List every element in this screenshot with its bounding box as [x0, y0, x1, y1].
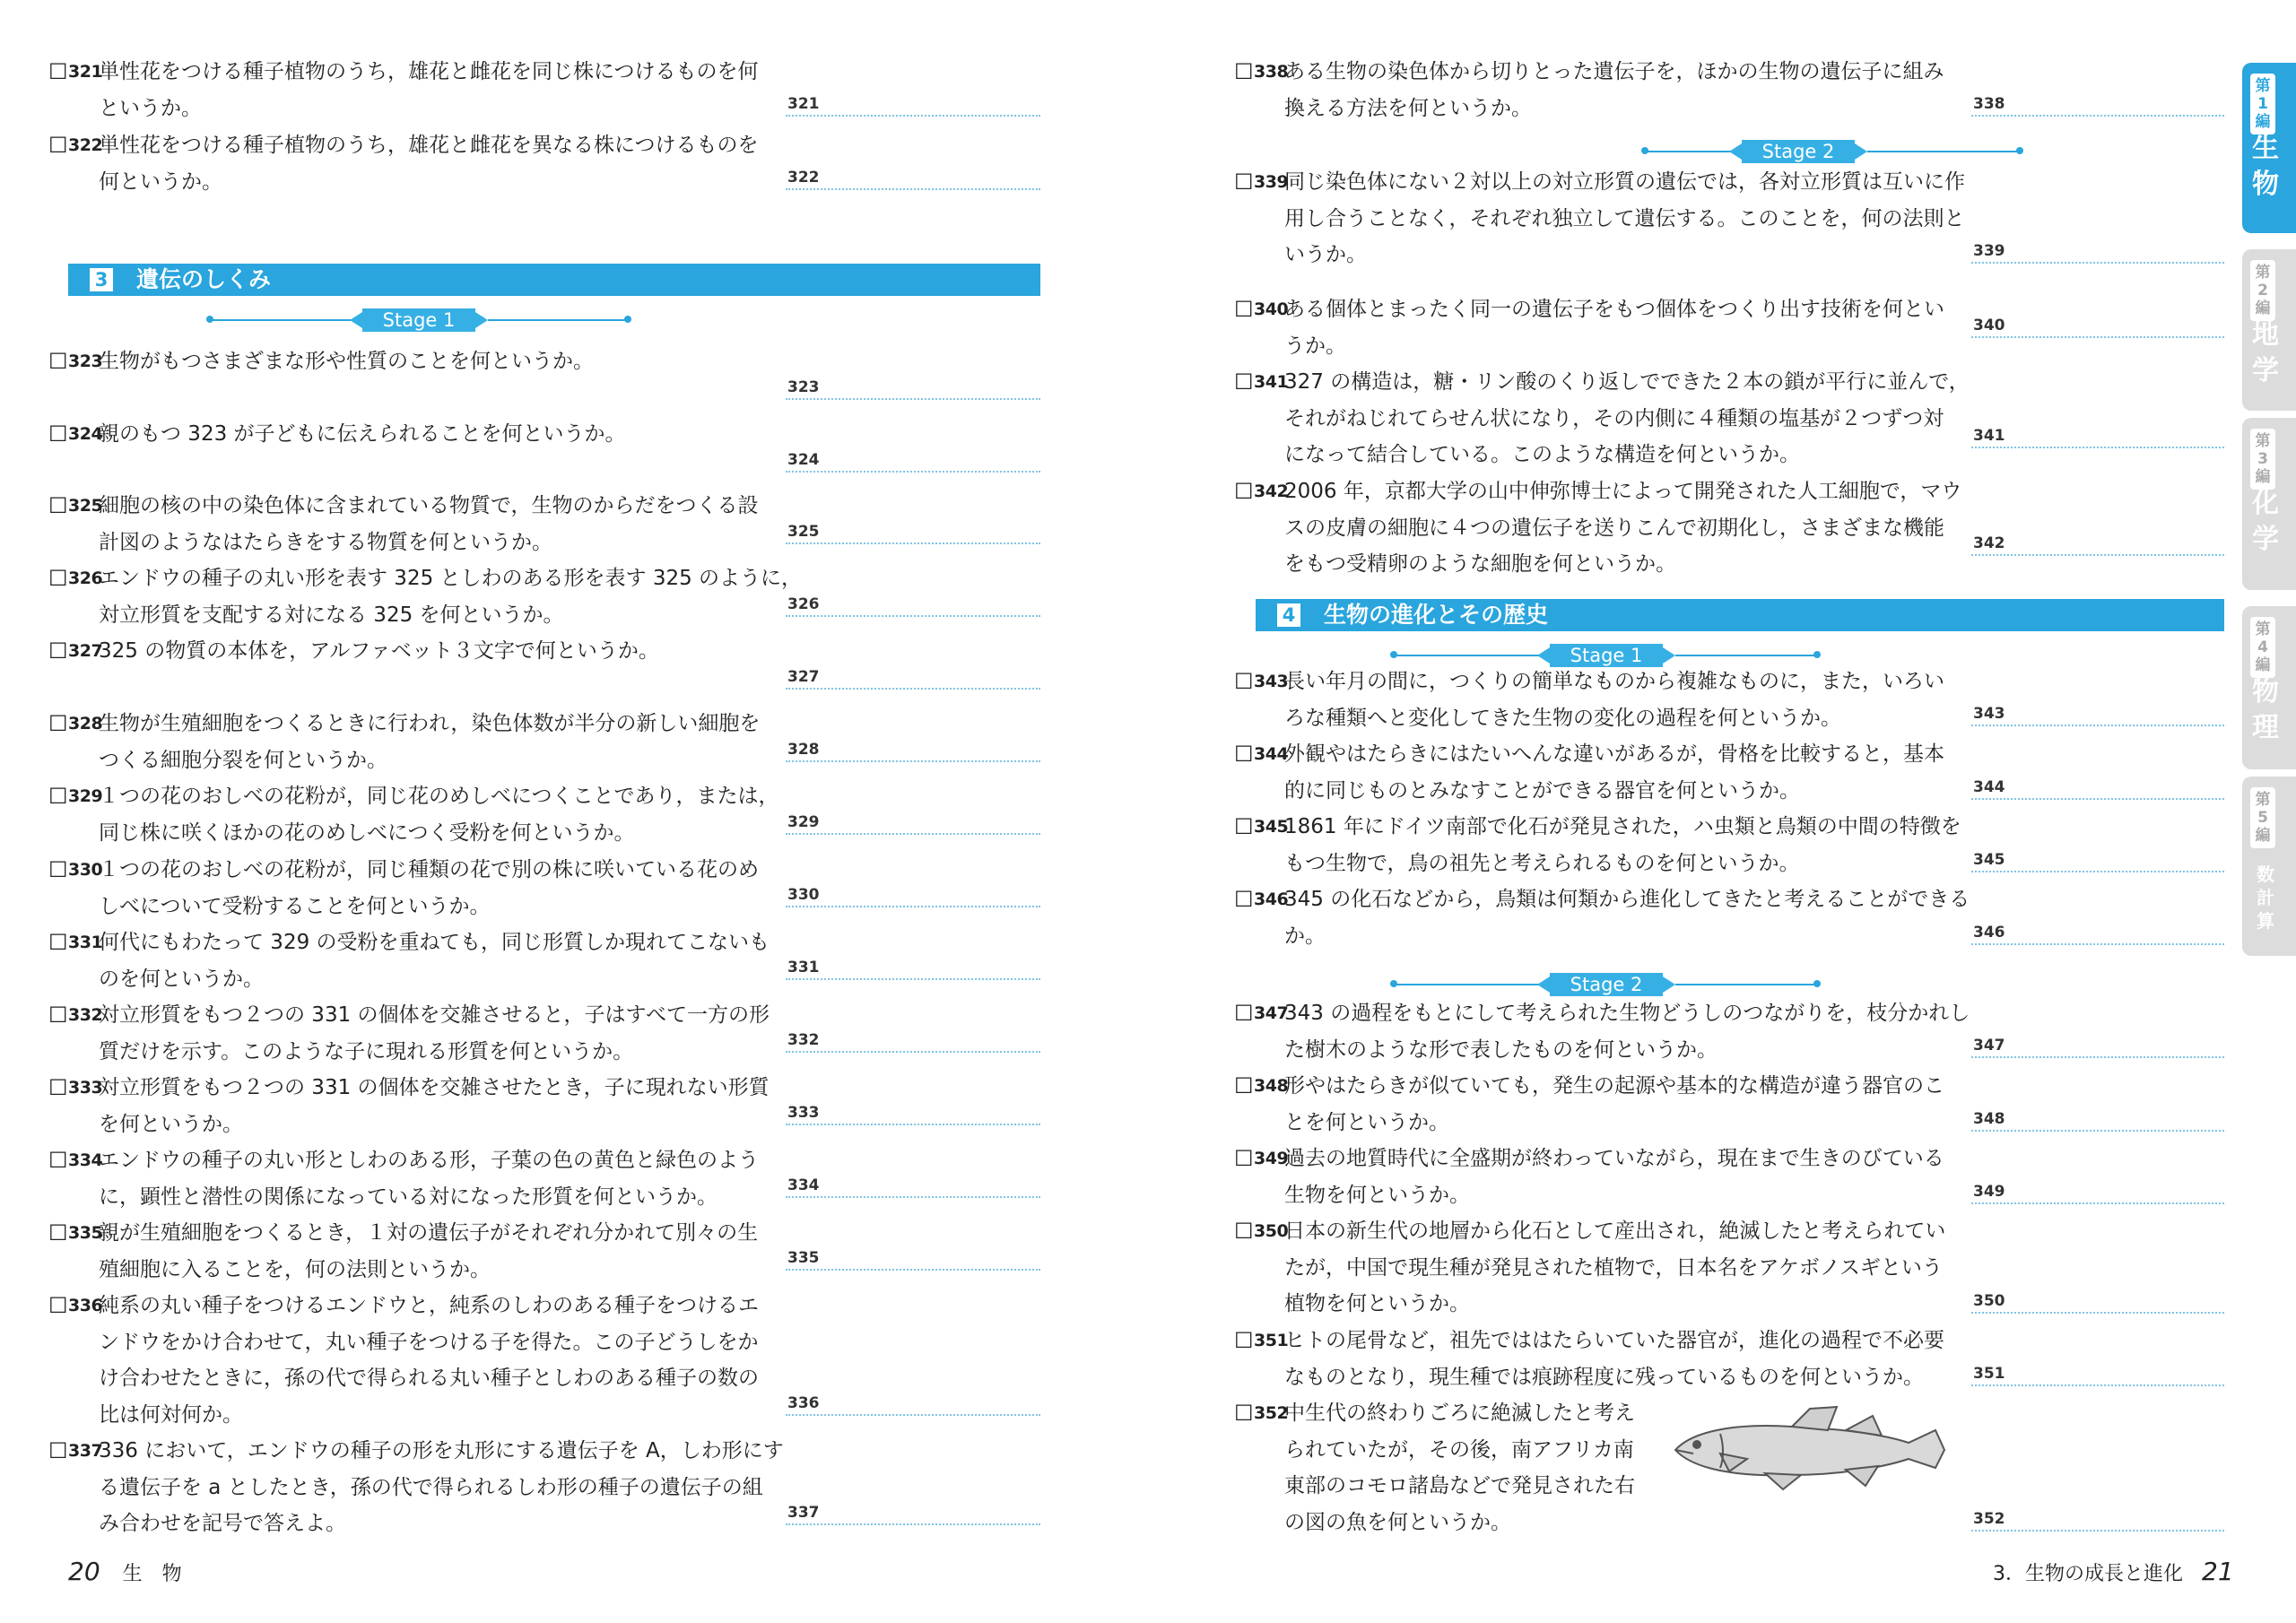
answer-field-322[interactable] — [786, 170, 1040, 190]
answer-number: 329 — [787, 813, 820, 831]
question-number: 326 — [68, 568, 103, 588]
answer-field-337[interactable] — [786, 1506, 1040, 1525]
question-number: 337 — [68, 1441, 103, 1461]
question-number: 324 — [68, 424, 103, 444]
tab-vol-3[interactable] — [2242, 418, 2296, 590]
answer-number: 338 — [1973, 95, 2005, 113]
answer-field-341[interactable] — [1971, 429, 2224, 448]
right-page — [1148, 0, 2296, 1623]
checkbox-icon[interactable]: ☐ — [1234, 887, 1254, 912]
tab-vol-4[interactable] — [2242, 606, 2296, 769]
question-text: 形やはたらきが似ていても，発生の起源や基本的な構造が違う器官のこ とを何というか。 — [1284, 1074, 1944, 1134]
answer-number: 330 — [787, 886, 820, 904]
question-345 — [1234, 809, 1961, 881]
answer-number: 341 — [1973, 427, 2005, 445]
answer-number: 350 — [1973, 1292, 2005, 1310]
tab-vol-5[interactable] — [2242, 777, 2296, 956]
answer-field-336[interactable] — [786, 1396, 1040, 1416]
checkbox-icon[interactable]: ☐ — [1234, 669, 1254, 694]
question-text: 生物が生殖細胞をつくるときに行われ，染色体数が半分の新しい細胞を つくる細胞分裂を何というか。 — [99, 712, 761, 772]
checkbox-icon[interactable]: ☐ — [48, 566, 68, 591]
answer-number: 325 — [787, 523, 820, 541]
answer-number: 352 — [1973, 1510, 2005, 1528]
stage-label: Stage 2 — [1550, 973, 1663, 996]
question-number: 323 — [68, 352, 103, 371]
answer-number: 339 — [1973, 242, 2005, 260]
question-331 — [48, 924, 770, 997]
question-text: 345 の化石などから，鳥類は何類から進化してきたと考えることができる か。 — [1284, 888, 1970, 948]
stage-2-banner — [1390, 973, 1821, 996]
answer-number: 348 — [1973, 1110, 2005, 1128]
answer-number: 343 — [1973, 705, 2005, 723]
question-number: 343 — [1254, 672, 1289, 691]
checkbox-icon[interactable]: ☐ — [1234, 479, 1254, 504]
stage-label: Stage 2 — [1742, 140, 1855, 163]
checkbox-icon[interactable]: ☐ — [1234, 742, 1254, 767]
answer-number: 335 — [787, 1249, 820, 1267]
stage-label: Stage 1 — [362, 308, 475, 332]
answer-number: 342 — [1973, 534, 2005, 552]
checkbox-icon[interactable]: ☐ — [48, 421, 68, 447]
checkbox-icon[interactable]: ☐ — [1234, 1401, 1254, 1426]
answer-number: 337 — [787, 1504, 820, 1522]
question-number: 340 — [1254, 299, 1289, 319]
question-text: 何代にもわたって 329 の受粉を重ねても，同じ形質しか現れてこないも のを何というか。 — [99, 931, 770, 991]
question-number: 333 — [68, 1078, 103, 1098]
question-number: 351 — [1254, 1331, 1289, 1350]
section-title: 生物の進化とその歴史 — [1324, 602, 1549, 628]
question-333 — [48, 1070, 770, 1142]
question-text: 外観やはたらきにはたいへんな違いがあるが，骨格を比較すると，基本 的に同じものとみなすことができる器官を何というか。 — [1284, 742, 1944, 803]
section-title: 遺伝のしくみ — [136, 266, 272, 292]
answer-field-328[interactable] — [786, 742, 1040, 762]
footer-label: 生 物 — [122, 1563, 182, 1585]
answer-field-334[interactable] — [786, 1178, 1040, 1198]
answer-field-335[interactable] — [786, 1251, 1040, 1271]
checkbox-icon[interactable]: ☐ — [1234, 59, 1254, 84]
question-text: 単性花をつける種子植物のうち，雄花と雌花を同じ株につけるものを何 というか。 — [99, 60, 759, 120]
question-339 — [1234, 164, 1965, 273]
question-number: 344 — [1254, 744, 1289, 764]
tab-volume-label: 第 4 編 — [2250, 617, 2275, 678]
question-330 — [48, 852, 759, 924]
answer-field-332[interactable] — [786, 1033, 1040, 1053]
question-327 — [48, 633, 659, 670]
question-350 — [1234, 1213, 1945, 1323]
checkbox-icon[interactable]: ☐ — [1234, 369, 1254, 395]
answer-number: 346 — [1973, 924, 2005, 942]
checkbox-icon[interactable]: ☐ — [48, 1148, 68, 1173]
tab-volume-label: 第 3 編 — [2250, 429, 2275, 490]
coelacanth-fish-illustration — [1666, 1403, 1953, 1493]
question-number: 336 — [68, 1296, 103, 1315]
answer-number: 327 — [787, 668, 820, 686]
question-322 — [48, 127, 759, 200]
question-text: 同じ染色体にない２対以上の対立形質の遺伝では，各対立形質は互いに作 用し合うことなく，それぞれ独立して遺伝する。このことを，何の法則と いうか。 — [1284, 170, 1965, 266]
question-351 — [1234, 1323, 1944, 1395]
answer-number: 324 — [787, 451, 820, 469]
question-325 — [48, 488, 759, 560]
left-footer — [68, 1557, 182, 1586]
answer-field-352[interactable] — [1971, 1512, 2224, 1532]
answer-field-333[interactable] — [786, 1106, 1040, 1125]
page-number: 21 — [2202, 1557, 2234, 1586]
answer-field-323[interactable] — [786, 380, 1040, 400]
answer-field-321[interactable] — [786, 97, 1040, 117]
answer-field-349[interactable] — [1971, 1185, 2224, 1204]
section-number: 3 — [90, 268, 113, 291]
answer-field-330[interactable] — [786, 888, 1040, 907]
question-number: 331 — [68, 933, 103, 952]
checkbox-icon[interactable]: ☐ — [48, 349, 68, 374]
question-347 — [1234, 995, 1970, 1068]
checkbox-icon[interactable]: ☐ — [1234, 1219, 1254, 1244]
checkbox-icon[interactable]: ☐ — [1234, 814, 1254, 839]
question-348 — [1234, 1068, 1944, 1141]
question-323 — [48, 343, 594, 380]
question-324 — [48, 416, 626, 453]
question-number: 328 — [68, 714, 103, 733]
tab-subject-label: 物 理 — [2252, 676, 2279, 743]
question-number: 321 — [68, 62, 103, 82]
answer-number: 336 — [787, 1394, 820, 1412]
tab-vol-1[interactable] — [2242, 63, 2296, 233]
tab-volume-label: 第 2 編 — [2250, 260, 2275, 321]
question-334 — [48, 1142, 759, 1215]
checkbox-icon[interactable]: ☐ — [48, 1293, 68, 1318]
question-338 — [1234, 54, 1944, 126]
footer-label: 3．生物の成長と進化 — [1993, 1563, 2183, 1585]
answer-field-344[interactable] — [1971, 780, 2224, 800]
question-text: 中生代の終わりごろに絶滅したと考え られていたが，その後，南アフリカ南 東部のコモロ諸島などで発見された右 の図の魚を何というか。 — [1284, 1402, 1635, 1534]
question-text: 2006 年，京都大学の山中伸弥博士によって開発された人工細胞で，マウ スの皮膚の細胞に４つの遺伝子を送りこんで初期化し，さまざまな機能 をもつ受精卵のような細胞を何というか。 — [1284, 480, 1962, 576]
tab-volume-label: 第 5 編 — [2250, 787, 2275, 848]
question-number: 332 — [68, 1005, 103, 1025]
answer-field-346[interactable] — [1971, 925, 2224, 945]
question-text: ある個体とまったく同一の遺伝子をもつ個体をつくり出す技術を何とい うか。 — [1284, 298, 1944, 358]
stage-1-banner — [206, 308, 631, 332]
page-number: 20 — [68, 1557, 100, 1586]
answer-field-345[interactable] — [1971, 853, 2224, 872]
checkbox-icon[interactable]: ☐ — [48, 1220, 68, 1245]
answer-number: 323 — [787, 378, 820, 396]
section-header-3 — [68, 264, 1040, 296]
question-number: 347 — [1254, 1003, 1289, 1023]
question-335 — [48, 1215, 758, 1288]
tab-subject-label: 地 学 — [2252, 319, 2279, 386]
question-328 — [48, 706, 760, 778]
checkbox-icon[interactable]: ☐ — [48, 1002, 68, 1028]
checkbox-icon[interactable]: ☐ — [48, 1438, 68, 1463]
answer-number: 331 — [787, 959, 820, 976]
question-number: 329 — [68, 786, 103, 806]
question-text: 336 において，エンドウの種子の形を丸形にする遺伝子を A，しわ形にす る遺伝子を a としたとき，孫の代で得られるしわ形の種子の遺伝子の組 み合わせを記号で答えよ。 — [99, 1439, 784, 1535]
question-number: 345 — [1254, 817, 1289, 837]
question-341 — [1234, 364, 1970, 473]
question-text: 単性花をつける種子植物のうち，雄花と雌花を異なる株につけるものを 何というか。 — [99, 134, 759, 194]
checkbox-icon[interactable]: ☐ — [48, 59, 68, 84]
answer-field-342[interactable] — [1971, 536, 2224, 556]
question-number: 349 — [1254, 1149, 1289, 1168]
tab-subject-label: 化 学 — [2252, 488, 2279, 555]
checkbox-icon[interactable]: ☐ — [48, 493, 68, 518]
answer-field-351[interactable] — [1971, 1367, 2224, 1386]
question-349 — [1234, 1141, 1944, 1213]
question-number: 334 — [68, 1150, 103, 1170]
question-337 — [48, 1433, 784, 1542]
answer-field-326[interactable] — [786, 597, 1040, 617]
checkbox-icon[interactable]: ☐ — [48, 930, 68, 955]
answer-number: 351 — [1973, 1365, 2005, 1383]
question-text: ヒトの尾骨など，祖先でははたらいていた器官が，進化の過程で不必要 なものとなり，現生種では痕跡程度に残っているものを何というか。 — [1284, 1329, 1944, 1389]
answer-field-339[interactable] — [1971, 244, 2224, 264]
question-text: 325 の物質の本体を，アルファベット３文字で何というか。 — [99, 639, 659, 663]
checkbox-icon[interactable]: ☐ — [1234, 297, 1254, 322]
question-text: 親が生殖細胞をつくるとき，１対の遺伝子がそれぞれ分かれて別々の生 殖細胞に入ることを，何の法則というか。 — [99, 1221, 759, 1281]
tab-vol-2[interactable] — [2242, 249, 2296, 411]
checkbox-icon[interactable]: ☐ — [48, 133, 68, 158]
checkbox-icon[interactable]: ☐ — [1234, 1001, 1254, 1026]
question-number: 335 — [68, 1223, 103, 1243]
question-352 — [1234, 1395, 1635, 1541]
answer-field-327[interactable] — [786, 670, 1040, 690]
question-340 — [1234, 291, 1944, 364]
stage-label: Stage 1 — [1550, 644, 1663, 667]
checkbox-icon[interactable]: ☐ — [1234, 1328, 1254, 1353]
checkbox-icon[interactable]: ☐ — [48, 1075, 68, 1100]
answer-field-324[interactable] — [786, 453, 1040, 473]
question-text: 生物がもつさまざまな形や性質のことを何というか。 — [99, 350, 594, 373]
stage-2-banner-top — [1537, 140, 2066, 163]
answer-number: 326 — [787, 595, 820, 613]
question-number: 346 — [1254, 890, 1289, 909]
checkbox-icon[interactable]: ☐ — [48, 784, 68, 809]
answer-number: 332 — [787, 1031, 820, 1049]
question-text: 対立形質をもつ２つの 331 の個体を交雑させると，子はすべて一方の形 質だけを示す。このような子に現れる形質を何というか。 — [99, 1003, 770, 1063]
question-text: 過去の地質時代に全盛期が終わっていながら，現在まで生きのびている 生物を何というか。 — [1284, 1147, 1944, 1207]
tab-subject-label: 生 物 — [2252, 133, 2279, 200]
question-text: 純系の丸い種子をつけるエンドウと，純系のしわのある種子をつけるエ ンドウをかけ合わせて，丸い種子をつける子を得た。この子どうしをか け合わせたときに，孫の代で得られる丸い種子としわのある種子の数の 比は何対何か。 — [99, 1294, 759, 1427]
question-text: 日本の新生代の地層から化石として産出され，絶滅したと考えられてい たが，中国で現生種が発見された植物で，日本名をアケボノスギという 植物を何というか。 — [1284, 1219, 1946, 1315]
answer-number: 344 — [1973, 778, 2005, 796]
question-text: １つの花のおしべの花粉が，同じ種類の花で別の株に咲いている花のめ しべについて受粉することを何というか。 — [99, 858, 759, 918]
question-text: 長い年月の間に，つくりの簡単なものから複雑なものに，また，いろい ろな種類へと変化してきた生物の変化の過程を何というか。 — [1284, 670, 1944, 730]
question-number: 352 — [1254, 1403, 1289, 1423]
question-326 — [48, 560, 802, 633]
question-number: 350 — [1254, 1221, 1289, 1241]
checkbox-icon[interactable]: ☐ — [1234, 169, 1254, 195]
question-number: 342 — [1254, 482, 1289, 501]
question-text: 327 の構造は，糖・リン酸のくり返しでできた２本の鎖が平行に並んで， それがねじれてらせん状になり，その内側に４種類の塩基が２つずつ対 になって結合している。このような構造を何というか。 — [1284, 370, 1970, 466]
question-number: 339 — [1254, 172, 1289, 192]
right-footer — [1993, 1557, 2234, 1586]
answer-field-338[interactable] — [1971, 97, 2224, 117]
checkbox-icon[interactable]: ☐ — [1234, 1073, 1254, 1098]
question-346 — [1234, 881, 1970, 954]
question-text: 対立形質をもつ２つの 331 の個体を交雑させたとき，子に現れない形質 を何というか。 — [99, 1076, 770, 1136]
section-number: 4 — [1277, 603, 1300, 627]
question-number: 338 — [1254, 62, 1289, 82]
question-332 — [48, 997, 770, 1070]
answer-number: 347 — [1973, 1037, 2005, 1055]
checkbox-icon[interactable]: ☐ — [48, 711, 68, 736]
answer-number: 321 — [787, 95, 820, 113]
answer-number: 333 — [787, 1104, 820, 1122]
question-344 — [1234, 736, 1944, 809]
question-text: 1861 年にドイツ南部で化石が発見された，ハ虫類と鳥類の中間の特徴を もつ生物で，鳥の祖先と考えられるものを何というか。 — [1284, 815, 1961, 875]
question-number: 341 — [1254, 372, 1289, 392]
question-number: 330 — [68, 860, 103, 880]
answer-field-350[interactable] — [1971, 1294, 2224, 1314]
tab-volume-label: 第 1 編 — [2250, 74, 2275, 135]
question-number: 322 — [68, 135, 103, 155]
answer-field-325[interactable] — [786, 525, 1040, 544]
tab-subject-label: 数 計 算 — [2257, 864, 2274, 932]
question-text: 細胞の核の中の染色体に含まれている物質で，生物のからだをつくる設 計図のようなはたらきをする物質を何というか。 — [99, 494, 759, 554]
answer-number: 322 — [787, 169, 820, 187]
answer-number: 349 — [1973, 1183, 2005, 1201]
answer-number: 334 — [787, 1176, 820, 1194]
answer-field-348[interactable] — [1971, 1112, 2224, 1132]
answer-number: 345 — [1973, 851, 2005, 869]
answer-field-347[interactable] — [1971, 1038, 2224, 1058]
answer-number: 328 — [787, 741, 820, 759]
answer-field-340[interactable] — [1971, 318, 2224, 338]
question-336 — [48, 1288, 759, 1433]
question-number: 325 — [68, 496, 103, 516]
question-text: エンドウの種子の丸い形としわのある形，子葉の色の黄色と緑色のよう に，顕性と潜性の関係になっている対になった形質を何というか。 — [99, 1149, 759, 1209]
question-321 — [48, 54, 759, 126]
question-342 — [1234, 473, 1961, 583]
checkbox-icon[interactable]: ☐ — [48, 638, 68, 664]
answer-number: 340 — [1973, 317, 2005, 334]
answer-field-329[interactable] — [786, 815, 1040, 835]
answer-field-331[interactable] — [786, 960, 1040, 980]
section-header-4 — [1256, 599, 2224, 631]
checkbox-icon[interactable]: ☐ — [1234, 1146, 1254, 1171]
question-text: １つの花のおしべの花粉が，同じ花のめしべにつくことであり，または， 同じ株に咲くほかの花のめしべにつく受粉を何というか。 — [99, 785, 779, 845]
question-number: 348 — [1254, 1076, 1289, 1096]
question-text: ある生物の染色体から切りとった遺伝子を，ほかの生物の遺伝子に組み 換える方法を何というか。 — [1284, 60, 1944, 120]
question-text: 親のもつ 323 が子どもに伝えられることを何というか。 — [99, 422, 626, 446]
question-number: 327 — [68, 641, 103, 661]
question-343 — [1234, 664, 1944, 736]
question-329 — [48, 778, 779, 851]
answer-field-343[interactable] — [1971, 707, 2224, 726]
question-text: 343 の過程をもとにして考えられた生物どうしのつながりを，枝分かれし た樹木のような形で表したものを何というか。 — [1284, 1002, 1970, 1062]
checkbox-icon[interactable]: ☐ — [48, 857, 68, 882]
question-text: エンドウの種子の丸い形を表す 325 としわのある形を表す 325 のように， 対立形質を支配する対になる 325 を何というか。 — [99, 567, 803, 627]
